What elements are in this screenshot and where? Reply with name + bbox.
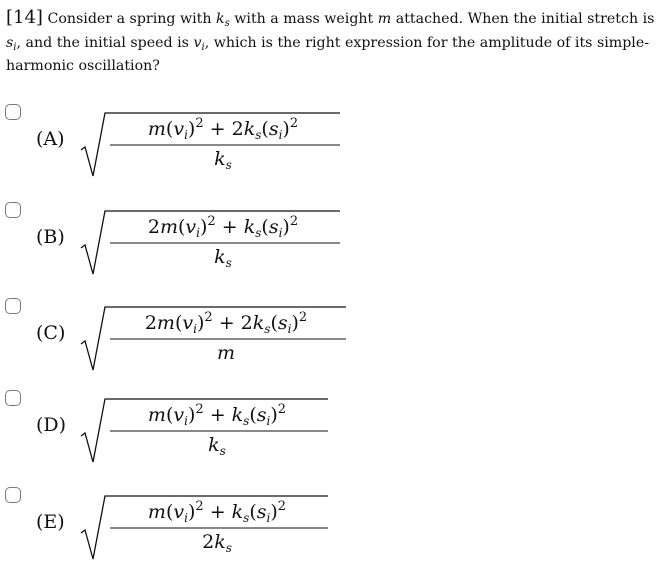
option-letter: (A) [36,128,65,150]
square-root-expression [80,304,348,374]
answer-option[interactable] [0,104,663,194]
denominator: $k_s$ [214,246,232,270]
question-part: , which is the right expression for the amplitude of its simple-harmonic oscillation? [6,34,650,74]
numerator: $2m(v_i)^2 + 2k_s(s_i)^2$ [144,310,308,336]
answer-checkbox[interactable] [5,202,21,218]
answer-checkbox[interactable] [5,298,21,314]
fraction [107,396,327,466]
fraction [107,493,327,563]
spring-constant-symbol: $k_s$ [216,11,230,29]
answer-option[interactable] [0,202,663,292]
answer-checkbox[interactable] [5,104,21,120]
denominator: $2k_s$ [202,531,232,555]
square-root-expression [80,493,330,563]
fraction [107,208,339,278]
answer-checkbox[interactable] [5,487,21,503]
question-number: [14] [6,7,43,28]
numerator: $2m(v_i)^2 + k_s(s_i)^2$ [147,214,299,240]
question-text [6,8,656,77]
denominator: $k_s$ [214,148,232,172]
question-part: Consider a spring with [47,11,212,27]
square-root-expression [80,110,342,180]
denominator: $k_s$ [208,434,226,458]
initial-speed-symbol: $v_i$ [193,34,205,53]
option-letter: (B) [36,226,65,248]
numerator: $m(v_i)^2 + k_s(s_i)^2$ [147,402,287,428]
answer-option[interactable] [0,390,663,480]
initial-stretch-symbol: $s_i$ [6,34,17,53]
square-root-expression [80,208,342,278]
answer-option[interactable] [0,298,663,388]
fraction [107,304,345,374]
question-part: with a mass weight [234,11,374,27]
option-letter: (E) [36,511,65,533]
denominator: m [216,342,236,364]
numerator: $m(v_i)^2 + 2k_s(s_i)^2$ [147,116,299,142]
question-part: , and the initial speed is [16,34,189,51]
square-root-expression [80,396,330,466]
answer-checkbox[interactable] [5,390,21,406]
question-part: attached. When the initial stretch is [395,11,655,27]
numerator: $m(v_i)^2 + k_s(s_i)^2$ [147,499,287,525]
fraction [107,110,339,180]
option-letter: (C) [36,322,66,344]
answer-option[interactable] [0,487,663,577]
mass-symbol: m [377,11,392,27]
option-letter: (D) [36,414,67,436]
